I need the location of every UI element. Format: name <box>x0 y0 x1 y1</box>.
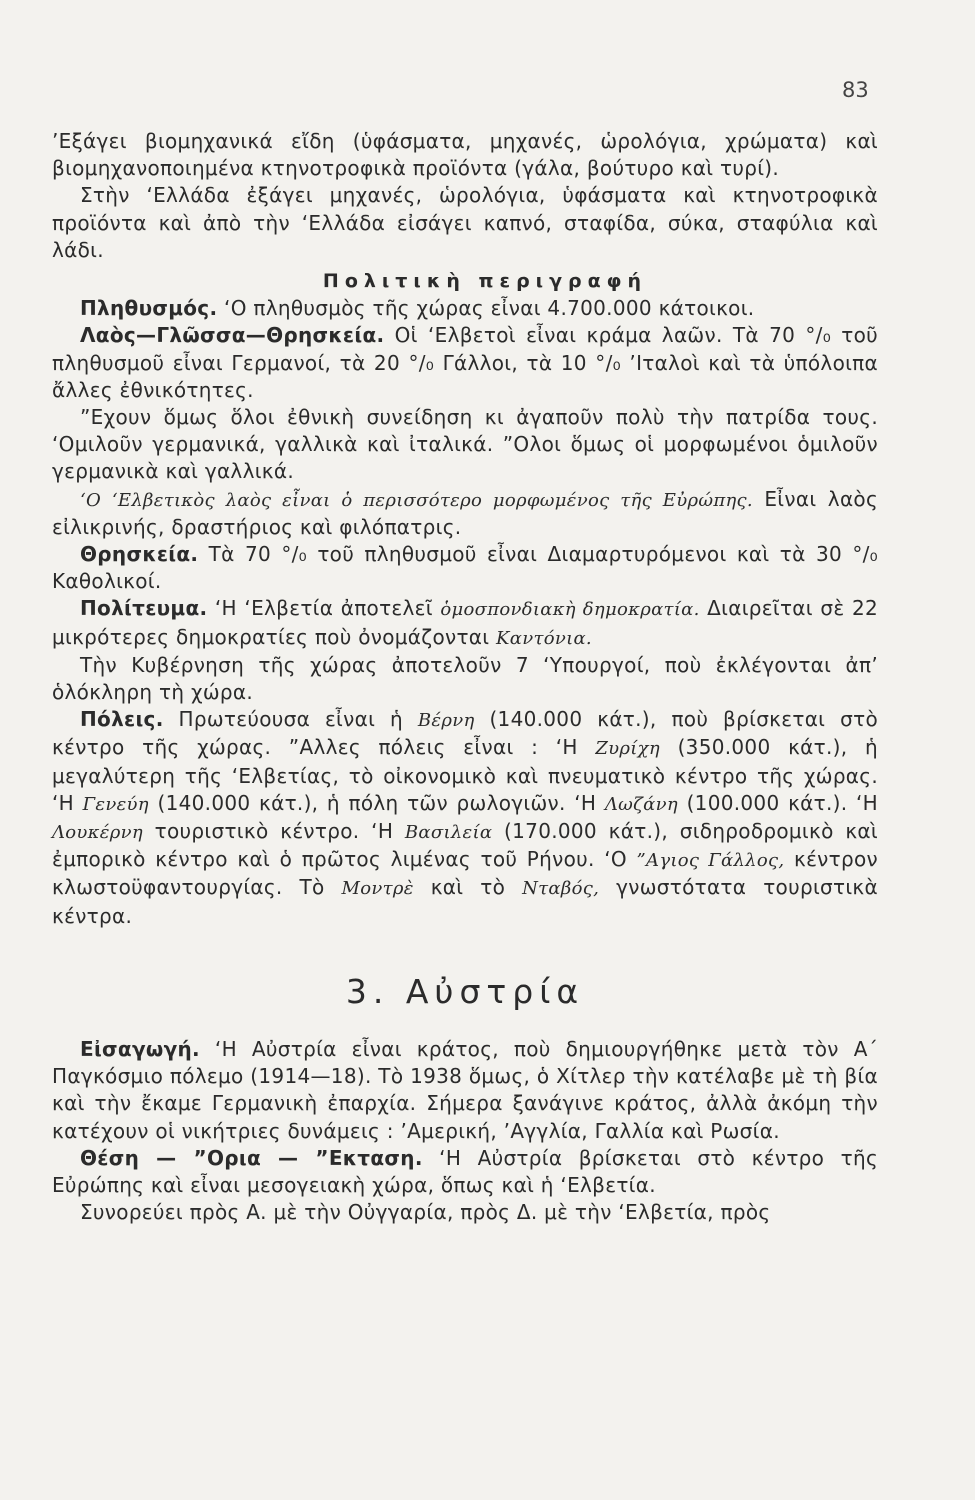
text-run: Εἶναι λαὸς εἰλικρινής, δραστήριος καὶ φιλόπατρις. <box>52 486 879 539</box>
paragraph-lead: Λαὸς—Γλῶσσα—Θρησκεία. <box>80 323 385 348</box>
paragraph <box>52 486 878 541</box>
paragraph <box>52 1036 878 1145</box>
paragraph <box>52 1199 878 1226</box>
italic-term: ”Αγιος Γάλλος, <box>636 850 785 872</box>
italic-term: Βασιλεία <box>404 822 493 844</box>
text-run: Τὴν Κυβέρνηση τῆς χώρας ἀποτελοῦν 7 ‘Υπουργοί, ποὺ ἐκλέγονται ἀπ’ ὁλόκληρη τὴ χώρα. <box>52 652 878 705</box>
paragraph-lead: Θρησκεία. <box>80 542 199 567</box>
paragraph <box>52 541 878 595</box>
text-run: γνωστότατα τουριστικὰ κέντρα. <box>52 875 878 928</box>
paragraph <box>52 322 878 404</box>
chapter-heading: 3. Αὐστρία <box>345 971 585 1011</box>
paragraph <box>52 182 878 264</box>
text-run: (350.000 κάτ.), ἡ μεγαλύτερη τῆς ‘Ελβετίας, τὸ οἰκονομικὸ καὶ πνευματικὸ κέντρο τῆς χώρας. ‘Η <box>52 735 879 815</box>
italic-term: ὁμοσπονδιακὴ δημοκρατία. <box>440 599 700 621</box>
text-run: καὶ τὸ <box>413 875 523 900</box>
italic-term: Μοντρὲ <box>341 878 414 900</box>
text-run: ‘Η Αὐστρία βρίσκεται στὸ κέντρο τῆς Εὐρώπης καὶ εἶναι μεσογειακὴ χώρα, ὅπως καὶ ἡ ‘Ελβετία. <box>52 1145 878 1197</box>
text-run: (170.000 κάτ.), σιδηροδρομικὸ καὶ ἐμπορικὸ κέντρο καὶ ὁ πρῶτος λιμένας τοῦ Ρήνου. ‘Ο <box>52 819 878 872</box>
paragraph-lead: Εἰσαγωγή. <box>80 1036 200 1061</box>
text-run: ‘Η Αὐστρία εἶναι κράτος, ποὺ δημιουργήθηκε μετὰ τὸν Α΄ Παγκόσμιο πόλεμο (1914—18). Τὸ 1938 ὅμως, ὁ Χίτλερ τὴν κατέλαβε μὲ τὴ βία καὶ τὴν ἔκαμε Γερμανικὴ ἐπαρχία. Σήμερα ξανάγινε κράτος, ἀλλὰ ἀκόμη τὴν κατέχουν οἱ νικήτριες δυνάμεις : ’Αμερική, ’Αγγλία, Γαλλία καὶ Ρωσία. <box>52 1036 878 1143</box>
text-run: (100.000 κάτ.). ‘Η <box>677 790 878 815</box>
text-run: Πρωτεύουσα εἶναι ἡ <box>163 707 418 732</box>
text-run: Διαιρεῖται σὲ 22 μικρότερες δημοκρατίες ποὺ ὀνομάζονται <box>52 596 878 649</box>
text-run: Στὴν ‘Ελλάδα ἐξάγει μηχανές, ὡρολόγια, ὑφάσματα καὶ κτηνοτροφικὰ προϊόντα καὶ ἀπὸ τὴν ‘Ελλάδα εἰσάγει καπνό, σταφίδα, σύκα, σταφύλια καὶ λάδι. <box>52 183 878 262</box>
italic-term: ‘Ο ‘Ελβετικὸς λαὸς εἶναι ὁ περισσότερο μορφωμένος τῆς Εὐρώπης. <box>80 489 753 511</box>
italic-term: Λωζάνη <box>604 793 678 815</box>
italic-term: Νταβός, <box>522 878 600 900</box>
italic-term: Βέρνη <box>417 710 475 732</box>
text-run: ”Εχουν ὅμως ὅλοι ἐθνικὴ συνείδηση κι ἀγαποῦν πολὺ τὴν πατρίδα τους. ‘Ομιλοῦν γερμανικά, γαλλικὰ καὶ ἰταλικά. ”Ολοι ὅμως οἱ μορφωμένοι ὁμιλοῦν γερμανικὰ καὶ γαλλικά. <box>52 405 878 484</box>
text-run: Οἱ ‘Ελβετοὶ εἶναι κράμα λαῶν. Τὰ 70 °/₀ τοῦ πληθυσμοῦ εἶναι Γερμανοί, τὰ 20 °/₀ Γάλλοι, τὰ 10 °/₀ ’Ιταλοὶ καὶ τὰ ὑπόλοιπα ἄλλες ἐθνικότητες. <box>52 323 878 402</box>
text-run: ‘Ο πληθυσμὸς τῆς χώρας εἶναι 4.700.000 κάτοικοι. <box>217 296 755 321</box>
italic-term: Λουκέρνη <box>52 822 143 844</box>
body-text <box>52 128 878 1226</box>
paragraph-lead: Πληθυσμός. <box>80 296 218 321</box>
text-run: Συνορεύει πρὸς Α. μὲ τὴν Οὐγγαρία, πρὸς Δ. μὲ τὴν ‘Ελβετία, πρὸς <box>80 1200 771 1225</box>
paragraph <box>52 706 878 930</box>
italic-term: Γενεύη <box>82 793 149 815</box>
paragraph <box>52 652 878 706</box>
text-run: (140.000 κάτ.), ἡ πόλη τῶν ρωλογιῶν. ‘Η <box>148 790 605 815</box>
italic-term: Ζυρίχη <box>595 738 660 760</box>
paragraph <box>52 295 878 322</box>
paragraph-lead: Πολίτευμα. <box>80 596 208 621</box>
text-run: ‘Η ‘Ελβετία ἀποτελεῖ <box>207 596 441 621</box>
text-run: Τὰ 70 °/₀ τοῦ πληθυσμοῦ εἶναι Διαμαρτυρόμενοι καὶ τὰ 30 °/₀ Καθολικοί. <box>52 542 878 594</box>
paragraph <box>52 595 878 651</box>
text-run: τουριστικὸ κέντρο. ‘Η <box>142 819 405 844</box>
paragraph-lead: Πόλεις. <box>80 707 164 732</box>
paragraph <box>52 1145 878 1199</box>
text-run: (140.000 κάτ.), ποὺ βρίσκεται στὸ κέντρο τῆς χώρας. ”Αλλες πόλεις εἶναι : ‘Η <box>52 707 878 760</box>
paragraph <box>52 128 878 182</box>
section-heading: Πολιτικὴ περιγραφή <box>322 270 648 293</box>
page-number: 83 <box>842 78 869 102</box>
text-run: ’Εξάγει βιομηχανικά εἴδη (ὑφάσματα, μηχανές, ὡρολόγια, χρώματα) καὶ βιομηχανοποιημένα κτηνοτροφικὰ προϊόντα (γάλα, βούτυρο καὶ τυρί). <box>52 129 878 181</box>
paragraph-lead: Θέση — ”Ορια — ”Εκταση. <box>80 1145 423 1170</box>
italic-term: Καντόνια. <box>496 627 592 649</box>
text-run: κέντρον κλωστοϋφαντουργίας. Τὸ <box>52 847 878 900</box>
paragraph <box>52 404 878 486</box>
